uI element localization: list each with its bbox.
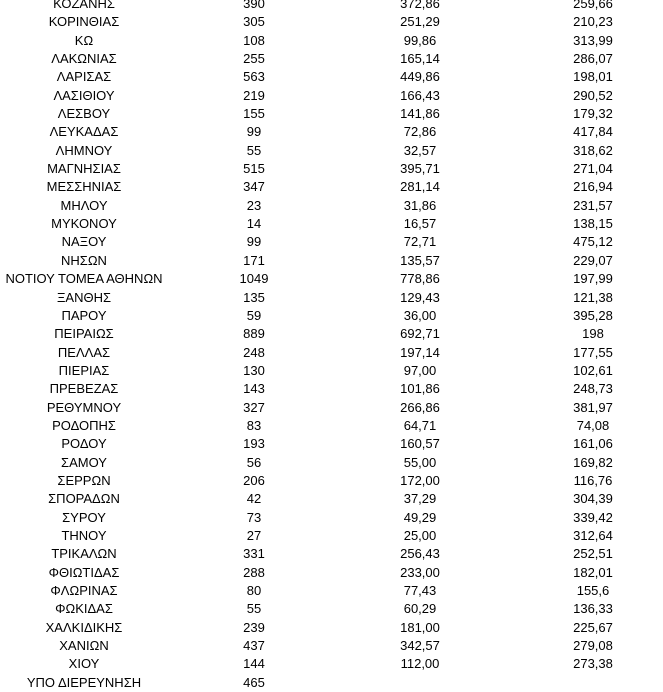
table-row [0, 197, 663, 215]
value-b-cell: 395,71 [400, 161, 440, 177]
region-name-cell: ΥΠΟ ΔΙΕΡΕΥΝΗΣΗ [26, 674, 142, 690]
region-name-cell: ΛΕΣΒΟΥ [57, 106, 111, 122]
value-c-cell: 231,57 [573, 197, 613, 213]
value-b-cell: 36,00 [403, 307, 437, 323]
table-row [0, 655, 663, 673]
region-name-cell: ΝΗΣΩΝ [61, 252, 107, 268]
table-row [0, 637, 663, 655]
region-name-cell: ΡΟΔΟΥ [61, 436, 107, 452]
value-a-cell: 108 [243, 32, 265, 48]
table-row [0, 123, 663, 141]
table-row [0, 417, 663, 435]
value-b-cell: 778,86 [400, 271, 440, 287]
value-b-cell: 141,86 [400, 106, 440, 122]
value-c-cell: 259,66 [573, 0, 613, 11]
table-row [0, 564, 663, 582]
value-a-cell: 193 [243, 436, 265, 452]
table-row [0, 582, 663, 600]
value-b-cell: 112,00 [400, 656, 440, 672]
value-b-cell: 251,29 [400, 14, 440, 30]
table-row [0, 307, 663, 325]
value-c-cell: 339,42 [573, 509, 613, 525]
region-name-cell: ΠΙΕΡΙΑΣ [58, 362, 110, 378]
value-b-cell: 77,43 [403, 583, 437, 598]
table-row [0, 68, 663, 86]
table-row [0, 325, 663, 343]
value-b-cell: 342,57 [400, 638, 440, 654]
value-a-cell: 239 [243, 619, 265, 635]
value-b-cell: 692,71 [400, 326, 440, 342]
table-row [0, 545, 663, 563]
table-row [0, 270, 663, 288]
value-a-cell: 465 [243, 674, 265, 690]
value-a-cell: 23 [246, 197, 262, 213]
value-b-cell: 32,57 [403, 142, 437, 158]
value-c-cell: 155,6 [576, 583, 610, 598]
region-name-cell: ΧΑΛΚΙΔΙΚΗΣ [45, 619, 123, 635]
value-a-cell: 83 [246, 417, 262, 433]
value-b-cell: 256,43 [400, 546, 440, 562]
region-name-cell: ΛΕΥΚΑΔΑΣ [49, 124, 119, 140]
value-a-cell: 56 [246, 454, 262, 470]
table-row [0, 435, 663, 453]
table-row [0, 527, 663, 545]
value-b-cell: 64,71 [403, 417, 437, 433]
region-name-cell: ΜΑΓΝΗΣΙΑΣ [47, 161, 121, 177]
table-row [0, 454, 663, 472]
value-a-cell: 563 [243, 69, 265, 85]
region-name-cell: ΡΟΔΟΠΗΣ [52, 417, 116, 433]
value-a-cell: 347 [243, 179, 265, 195]
value-b-cell: 233,00 [400, 564, 440, 580]
value-c-cell: 318,62 [573, 142, 613, 158]
value-a-cell: 219 [243, 87, 265, 103]
value-a-cell: 288 [243, 564, 265, 580]
value-a-cell: 305 [243, 14, 265, 30]
value-b-cell: 16,57 [403, 216, 437, 232]
value-b-cell: 197,14 [400, 344, 440, 360]
value-b-cell: 166,43 [400, 87, 440, 103]
value-a-cell: 515 [243, 161, 265, 177]
value-c-cell: 395,28 [573, 307, 613, 323]
value-a-cell: 55 [246, 601, 262, 617]
value-c-cell: 182,01 [573, 564, 613, 580]
region-name-cell: ΦΛΩΡΙΝΑΣ [50, 583, 118, 598]
value-a-cell: 144 [243, 656, 265, 672]
region-name-cell: ΝΑΞΟΥ [61, 234, 107, 250]
region-name-cell: ΤΗΝΟΥ [61, 527, 107, 543]
value-b-cell: 101,86 [400, 381, 440, 397]
table-row [0, 399, 663, 417]
value-c-cell: 210,23 [573, 14, 613, 30]
value-a-cell: 171 [243, 252, 265, 268]
value-b-cell: 97,00 [403, 362, 437, 378]
value-c-cell: 74,08 [576, 417, 610, 433]
region-name-cell: ΣΥΡΟΥ [62, 509, 106, 525]
region-name-cell: ΞΑΝΘΗΣ [56, 289, 112, 305]
table-row [0, 490, 663, 508]
table-row [0, 509, 663, 527]
region-name-cell: ΠΕΛΛΑΣ [57, 344, 111, 360]
value-c-cell: 286,07 [573, 51, 613, 67]
region-name-cell: ΚΩ [74, 32, 94, 48]
value-c-cell: 225,67 [573, 619, 613, 635]
region-name-cell: ΝΟΤΙΟΥ ΤΟΜΕΑ ΑΘΗΝΩΝ [5, 271, 163, 287]
table-row [0, 50, 663, 68]
value-a-cell: 80 [246, 583, 262, 598]
value-b-cell: 55,00 [403, 454, 437, 470]
table-row [0, 0, 663, 13]
value-b-cell: 25,00 [403, 527, 437, 543]
value-a-cell: 130 [243, 362, 265, 378]
value-c-cell: 169,82 [573, 454, 613, 470]
value-c-cell: 248,73 [573, 381, 613, 397]
value-a-cell: 327 [243, 399, 265, 415]
value-b-cell: 135,57 [400, 252, 440, 268]
region-name-cell: ΛΗΜΝΟΥ [55, 142, 113, 158]
table-row [0, 160, 663, 178]
region-name-cell: ΧΑΝΙΩΝ [59, 638, 109, 654]
value-b-cell: 181,00 [400, 619, 440, 635]
value-a-cell: 255 [243, 51, 265, 67]
region-name-cell: ΛΑΣΙΘΙΟΥ [53, 87, 115, 103]
region-name-cell: ΣΑΜΟΥ [61, 454, 107, 470]
value-c-cell: 271,04 [573, 161, 613, 177]
value-a-cell: 143 [243, 381, 265, 397]
table-row [0, 32, 663, 50]
value-c-cell: 121,38 [573, 289, 613, 305]
region-name-cell: ΜΕΣΣΗΝΙΑΣ [46, 179, 122, 195]
table-row [0, 472, 663, 490]
value-b-cell: 266,86 [400, 399, 440, 415]
value-c-cell: 179,32 [573, 106, 613, 122]
region-name-cell: ΜΗΛΟΥ [60, 197, 108, 213]
value-a-cell: 55 [246, 142, 262, 158]
region-name-cell: ΤΡΙΚΑΛΩΝ [51, 546, 117, 562]
table-row [0, 600, 663, 618]
value-b-cell: 281,14 [400, 179, 440, 195]
region-name-cell: ΣΠΟΡΑΔΩΝ [48, 491, 120, 507]
region-name-cell: ΠΡΕΒΕΖΑΣ [49, 381, 119, 397]
value-c-cell: 216,94 [573, 179, 613, 195]
value-c-cell: 197,99 [573, 271, 613, 287]
table-row [0, 142, 663, 160]
value-a-cell: 155 [243, 106, 265, 122]
value-c-cell: 417,84 [573, 124, 613, 140]
value-b-cell: 165,14 [400, 51, 440, 67]
value-a-cell: 99 [246, 234, 262, 250]
value-b-cell: 99,86 [403, 32, 437, 48]
region-name-cell: ΜΥΚΟΝΟΥ [51, 216, 117, 232]
table-row [0, 362, 663, 380]
value-c-cell: 273,38 [573, 656, 613, 672]
value-c-cell: 198,01 [573, 69, 613, 85]
region-name-cell: ΚΟΡΙΝΘΙΑΣ [48, 14, 120, 30]
table-row [0, 13, 663, 31]
region-name-cell: ΛΑΚΩΝΙΑΣ [51, 51, 117, 67]
value-a-cell: 73 [246, 509, 262, 525]
table-row [0, 344, 663, 362]
region-name-cell: ΦΘΙΩΤΙΔΑΣ [48, 564, 120, 580]
value-a-cell: 331 [243, 546, 265, 562]
region-name-cell: ΚΟΖΑΝΗΣ [53, 0, 115, 11]
value-a-cell: 206 [243, 472, 265, 488]
region-name-cell: ΣΕΡΡΩΝ [57, 472, 111, 488]
value-c-cell: 252,51 [573, 546, 613, 562]
value-b-cell: 372,86 [400, 0, 440, 11]
value-b-cell: 72,71 [403, 234, 437, 250]
value-c-cell: 304,39 [573, 491, 613, 507]
value-a-cell: 27 [246, 527, 262, 543]
value-a-cell: 248 [243, 344, 265, 360]
value-c-cell: 312,64 [573, 527, 613, 543]
region-name-cell: ΠΕΙΡΑΙΩΣ [54, 326, 114, 342]
value-c-cell: 138,15 [573, 216, 613, 232]
value-a-cell: 99 [246, 124, 262, 140]
value-a-cell: 14 [246, 216, 262, 232]
table-row [0, 252, 663, 270]
value-b-cell: 37,29 [403, 491, 437, 507]
table-row [0, 178, 663, 196]
table-row [0, 105, 663, 123]
region-name-cell: ΡΕΘΥΜΝΟΥ [46, 399, 122, 415]
table-row [0, 380, 663, 398]
value-a-cell: 42 [246, 491, 262, 507]
table-row [0, 674, 663, 692]
value-c-cell: 198 [582, 326, 604, 342]
value-c-cell: 313,99 [573, 32, 613, 48]
table-row [0, 233, 663, 251]
value-c-cell: 381,97 [573, 399, 613, 415]
value-b-cell: 72,86 [403, 124, 437, 140]
value-a-cell: 59 [246, 307, 262, 323]
value-c-cell: 177,55 [573, 344, 613, 360]
value-c-cell: 136,33 [573, 601, 613, 617]
value-c-cell: 161,06 [573, 436, 613, 452]
value-b-cell: 49,29 [403, 509, 437, 525]
value-c-cell: 475,12 [573, 234, 613, 250]
value-b-cell: 60,29 [403, 601, 437, 617]
value-b-cell: 129,43 [400, 289, 440, 305]
region-name-cell: ΠΑΡΟΥ [61, 307, 107, 323]
region-name-cell: ΛΑΡΙΣΑΣ [56, 69, 112, 85]
table-row [0, 289, 663, 307]
value-b-cell: 160,57 [400, 436, 440, 452]
value-c-cell: 279,08 [573, 638, 613, 654]
value-b-cell: 172,00 [400, 472, 440, 488]
region-name-cell: ΧΙΟΥ [68, 656, 100, 672]
value-c-cell: 102,61 [573, 362, 613, 378]
value-c-cell: 229,07 [573, 252, 613, 268]
region-name-cell: ΦΩΚΙΔΑΣ [55, 601, 113, 617]
table-row [0, 619, 663, 637]
value-a-cell: 1049 [239, 271, 269, 287]
value-b-cell: 449,86 [400, 69, 440, 85]
table-row [0, 87, 663, 105]
value-a-cell: 889 [243, 326, 265, 342]
value-a-cell: 390 [243, 0, 265, 11]
value-c-cell: 290,52 [573, 87, 613, 103]
table-row [0, 215, 663, 233]
value-a-cell: 135 [243, 289, 265, 305]
value-a-cell: 437 [243, 638, 265, 654]
value-c-cell: 116,76 [573, 472, 613, 488]
value-b-cell: 31,86 [403, 197, 437, 213]
